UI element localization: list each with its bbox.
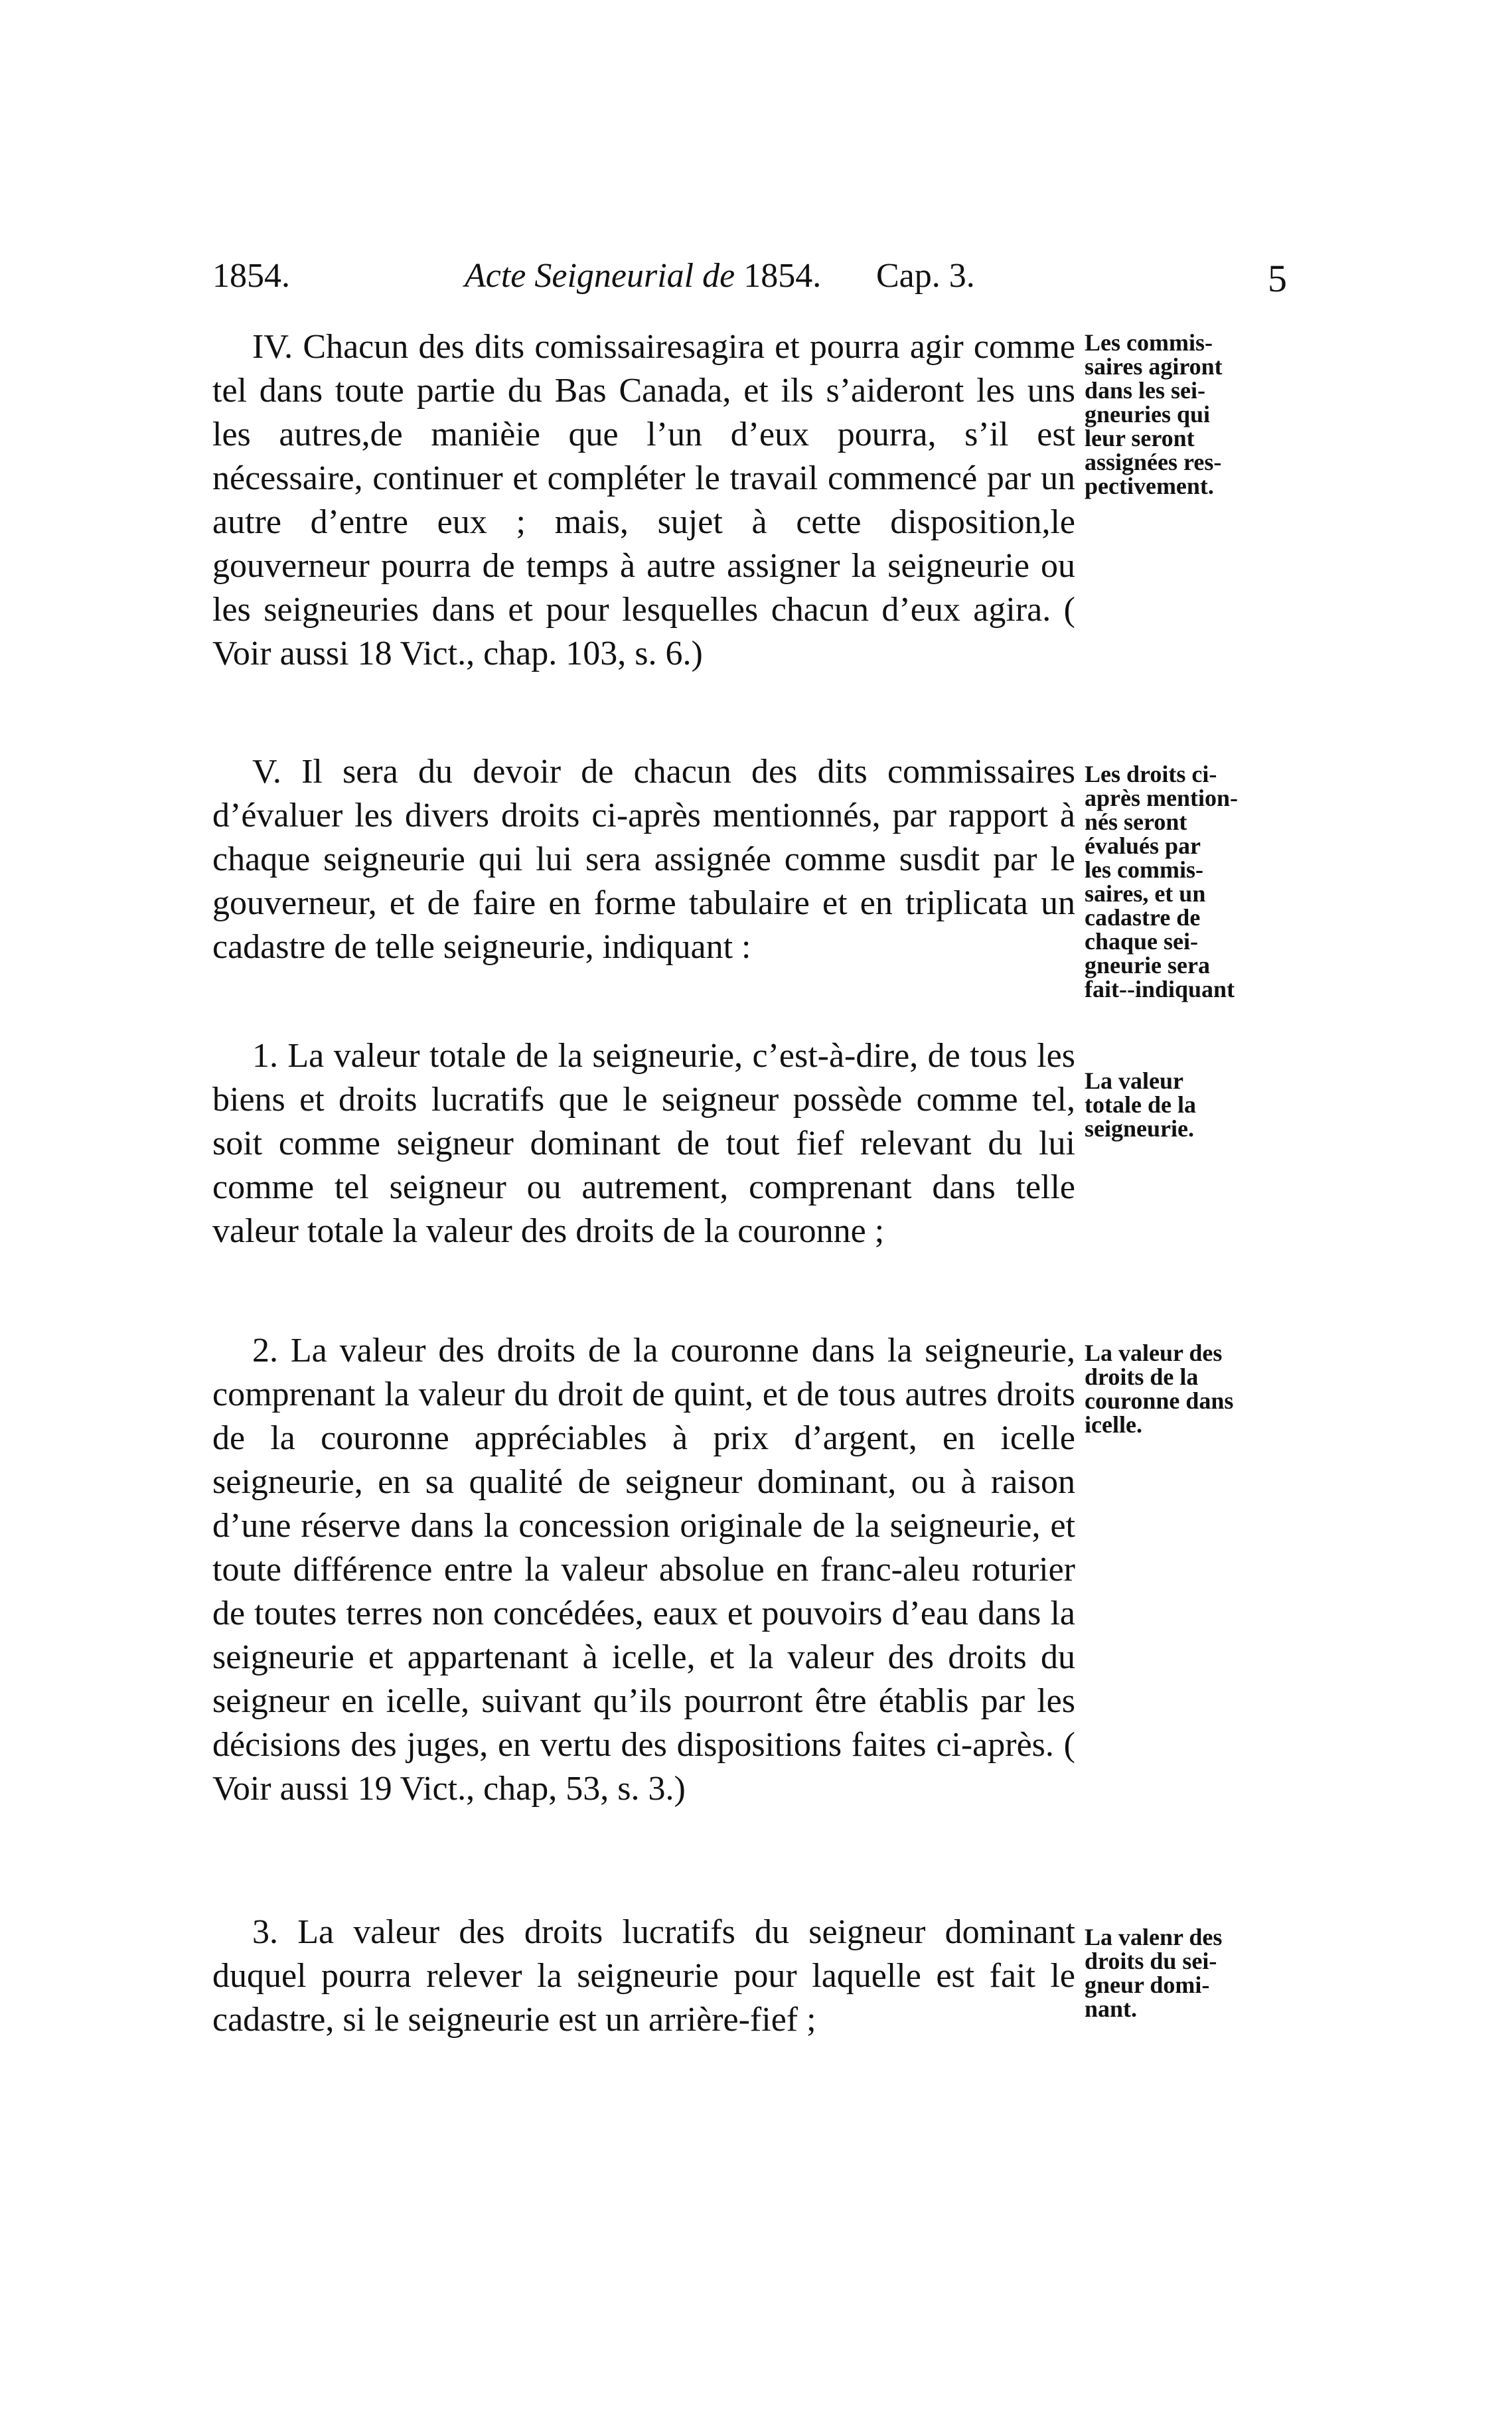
- page-header: [212, 256, 1301, 309]
- margin-note-line: Les commis-: [1085, 329, 1213, 356]
- item-2-text: 2. La valeur des droits de la couronne dans la seigneurie, comprenant la valeur du droit de quint, et de tous autres droits de la couronne appréciables à prix d’argent, en icelle seigneurie, en sa qualité de seigneur dominant, ou à raison d’une réserve dans la concession originale de la seigneurie, et toute différence entre la valeur absolue en franc-aleu roturier de toutes terres non concédées, eaux et pouvoirs d’eau dans la seigneurie et appartenant à icelle, et la valeur des droits du seigneur en icelle, suivant qu’ils pourront être établis par les décisions des juges, en vertu des dispositions faites ci-après. ( Voir aussi 19 Vict., chap, 53, s. 3.): [212, 1332, 1075, 1808]
- margin-note-line: gneur domi-: [1085, 1972, 1210, 1998]
- margin-note-line: droits du sei-: [1085, 1948, 1217, 1974]
- item-3-text: 3. La valeur des droits lucratifs du seigneur dominant duquel pourra relever la seigneurie pour laquelle est fait le cadastre, si le seigneurie est un arrière-fief ;: [212, 1913, 1075, 2039]
- item-1: [212, 1034, 1075, 1253]
- item-2: [212, 1329, 1075, 1811]
- item-1-text: 1. La valeur totale de la seigneurie, c’est-à-dire, de tous les biens et droits lucratifs que le seigneur possède comme tel, soit comme seigneur dominant de tout fief relevant du lui comme tel seigneur ou autrement, comprenant dans telle valeur totale la valeur des droits de la couronne ;: [212, 1037, 1075, 1250]
- section-v: [212, 750, 1075, 969]
- margin-note-line: gneurie sera: [1085, 952, 1210, 978]
- margin-note-line: chaque sei-: [1085, 928, 1198, 955]
- margin-note-line: droits de la: [1085, 1364, 1199, 1390]
- page-number: 5: [1268, 257, 1287, 300]
- margin-note-line: évalués par: [1085, 832, 1201, 859]
- header-title-year: 1854.: [743, 257, 822, 295]
- margin-note-line: assignées res-: [1085, 449, 1222, 475]
- margin-note-line: pectivement.: [1085, 473, 1214, 499]
- margin-note-item-2: [1085, 1341, 1304, 1437]
- margin-note-line: La valenr des: [1085, 1924, 1223, 1950]
- margin-note-line: gneuries qui: [1085, 401, 1211, 428]
- margin-note-section-v: [1085, 762, 1304, 1001]
- margin-note-line: icelle.: [1085, 1411, 1142, 1438]
- header-title-text: Acte Seigneurial de: [465, 257, 735, 295]
- section-iv: [212, 325, 1075, 676]
- margin-note-line: après mention-: [1085, 785, 1238, 811]
- margin-note-line: dans les sei-: [1085, 377, 1206, 404]
- margin-note-line: saires agiront: [1085, 353, 1223, 380]
- margin-note-line: cadastre de: [1085, 904, 1201, 931]
- margin-note-line: nant.: [1085, 1995, 1138, 2022]
- margin-note-line: totale de la: [1085, 1091, 1196, 1118]
- margin-note-line: La valeur: [1085, 1067, 1183, 1094]
- margin-note-item-3: [1085, 1925, 1304, 2021]
- margin-note-line: les commis-: [1085, 856, 1203, 883]
- header-year: 1854.: [212, 257, 290, 295]
- margin-note-line: seigneurie.: [1085, 1115, 1194, 1142]
- section-v-text: V. Il sera du devoir de chacun des dits commissaires d’évaluer les divers droits ci-après mentionnés, par rapport à chaque seigneurie qui lui sera assignée comme susdit par le gouverneur, et de faire en forme tabulaire et en triplicata un cadastre de telle seigneurie, indiquant :: [212, 753, 1075, 966]
- margin-note-line: leur seront: [1085, 425, 1195, 451]
- margin-note-line: La valeur des: [1085, 1340, 1223, 1366]
- margin-note-line: nés seront: [1085, 809, 1187, 835]
- margin-note-line: couronne dans: [1085, 1387, 1234, 1414]
- margin-note-line: fait--indiquant: [1085, 976, 1235, 1002]
- margin-note-line: Les droits ci-: [1085, 761, 1217, 787]
- header-title: [465, 256, 821, 295]
- margin-note-item-1: [1085, 1069, 1304, 1140]
- header-chapter: Cap. 3.: [876, 257, 975, 295]
- margin-note-section-iv: [1085, 331, 1304, 498]
- margin-note-line: saires, et un: [1085, 880, 1206, 907]
- section-iv-text: IV. Chacun des dits comissairesagira et pourra agir comme tel dans toute partie du Bas Canada, et ils s’aideront les uns les autres,de manièie que l’un d’eux pourra, s’il est nécessaire, continuer et compléter le travail commencé par un autre d’entre eux ; mais, sujet à cette disposition,le gouverneur pourra de temps à autre assigner la seigneurie ou les seigneuries dans et pour lesquelles chacun d’eux agira. ( Voir aussi 18 Vict., chap. 103, s. 6.): [212, 328, 1075, 672]
- item-3: [212, 1911, 1075, 2042]
